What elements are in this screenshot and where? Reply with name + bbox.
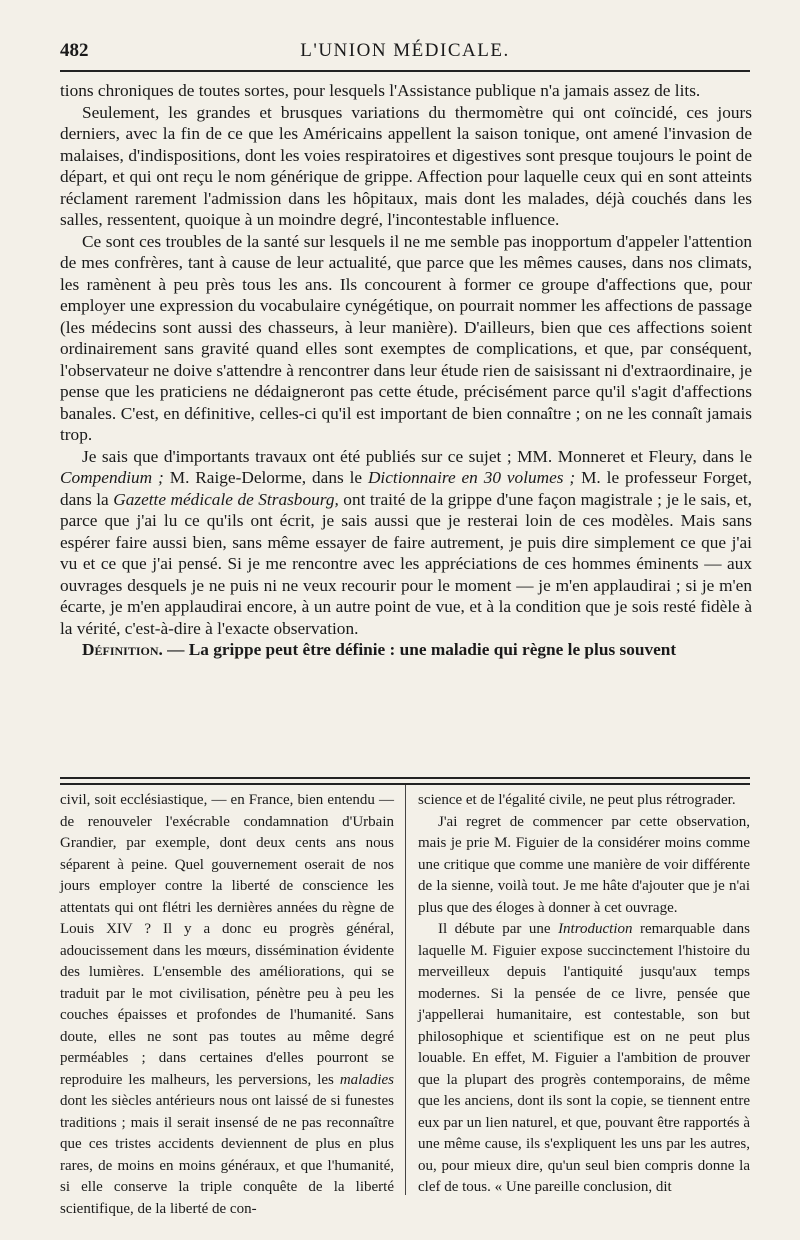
italic-title: Compendium ; (60, 468, 164, 487)
paragraph: J'ai regret de commencer par cette observation, mais je prie M. Figuier de la considérer moins comme une critique que comme une manière de voir différente de la sienne, voilà tout. Je me hâte d'ajouter que je n'ai plus que des éloges à donner à cet ouvrage. (418, 813, 750, 916)
paragraph (60, 446, 752, 640)
paragraph: Seulement, les grandes et brusques variations du thermomètre qui ont coïncidé, ces jours derniers, avec la fin de ce que les Américains appellent la saison tonique, ont amené l'invasion de malaises, d'indispositions, dont les voies respiratoires et digestives sont presque toujours le point de départ, et qui ont reçu le nom générique de grippe. Affection pour laquelle ceux qui en sont atteints réclament rarement l'admission dans les hôpitaux, mais dont les malades, déjà couchés dans les salles, ressentent, quoique à un moindre degré, l'incontestable influence. (60, 102, 752, 229)
italic-word: maladies (339, 1071, 394, 1088)
paragraph: Ce sont ces troubles de la santé sur lesquels il ne me semble pas inopportum d'appeler l'attention de mes confrères, tant à cause de leur actualité, que parce que les mêmes causes, dans nos climats, les ramènent à peu près tous les ans. Ils concourent à former ce groupe d'affections que, pour employer une expression du vocabulaire cynégétique, on pourrait nommer les affections de passage (les médecins sont aussi des chasseurs, à leur manière). D'ailleurs, bien que ces affections soient ordinairement sans gravité quand elles sont exemptes de complications, et que, par conséquent, l'observateur ne doive s'attendre à rencontrer dans leur étude rien de saisissant ni d'extraordinaire, je pense que les praticiens ne dédaigneront pas cette étude, précisément parce qu'il s'agit d'affections banales. C'est, en définitive, celles-ci qu'il est important de bien connaître ; on ne les connaît jamais trop. (60, 231, 752, 444)
feuilleton-right-column (418, 790, 750, 1199)
italic-title: Dictionnaire en 30 volumes ; (367, 468, 576, 487)
definition-label: Définition. (82, 640, 163, 659)
feuilleton-separator (60, 777, 750, 785)
definition-text: — La grippe peut être définie : une maladie qui règne le plus souvent (162, 640, 677, 659)
text-span: Il débute par une (438, 921, 559, 937)
text-span: M. Raige-Delorme, dans le (163, 468, 368, 487)
column-divider (405, 785, 406, 1195)
text-span: Je sais que d'importants travaux ont été publiés sur ce sujet ; MM. Monneret et Fleury, dans le (82, 446, 752, 466)
paragraph: science et de l'égalité civile, ne peut plus rétrograder. (418, 792, 736, 808)
running-title: L'UNION MÉDICALE. (300, 40, 510, 61)
definition-paragraph (60, 639, 752, 661)
page-number: 482 (60, 40, 89, 61)
text-span: civil, soit ecclésiastique, — en France, bien entendu — de renouveler l'exécrable condamnation d'Urbain Grandier, par exemple, dont deux cents ans nous séparent à peine. Quel gouvernement oserait de nos jours employer contre la liberté de conscience les attentats qui ont flétri les dernières années du règne de Louis XIV ? Il y a donc eu progrès général, adoucissement dans les mœurs, dissémination évidente des lumières. L'ensemble des améliorations, qui se traduit par le mot civilisation, pénètre peu à peu les couches épaisses et profondes de l'humanité. Sans doute, elles ne sont pas toutes au même degré perméables ; dans certaines d'elles pourront se reproduire les malheurs, les perversions, les (60, 792, 394, 1088)
paragraph (418, 919, 750, 1199)
header-rule (60, 70, 750, 72)
page-header (60, 40, 750, 66)
text-span: dont les siècles antérieurs nous ont laissé de si funestes traditions ; mais il serait insensé de ne pas reconnaître que ces tristes accidents deviennent de plus en plus rares, de moins en moins généraux, et que l'humanité, si elle conserve la triple conquête de la liberté scientifique, de la liberté de con- (60, 1093, 394, 1217)
main-article (60, 80, 752, 661)
italic-title: Gazette médicale de Strasbourg, (113, 489, 339, 509)
italic-word: Introduction (558, 921, 633, 937)
text-span: ont traité de la grippe d'une façon magistrale ; je le sais, et, parce que j'ai lu ce qu'ils ont écrit, je sais aussi que je resterai loin de ces modèles. Mais sans espérer faire aussi bien, sans même essayer de faire autrement, je puis dire simplement ce que j'ai vu et ce que j'ai pensé. Si je me rencontre avec les appréciations de ces hommes éminents — aux ouvrages desquels je ne puis ni ne veux recourir pour le moment — je m'en applaudirai ; si je m'en écarte, je m'en applaudirai encore, à un autre point de vue, et à la condition que je sois resté fidèle à la vérité, c'est-à-dire à l'exacte observation. (60, 489, 753, 638)
text-span: M. le professeur Forget, dans la (60, 468, 752, 509)
paragraph (60, 790, 394, 1220)
feuilleton-left-column (60, 790, 394, 1220)
text-span: remarquable dans laquelle M. Figuier expose succinctement l'histoire du merveilleux depuis l'antiquité jusqu'aux temps modernes. Si la pensée de ce livre, pensée que j'appellerai humanitaire, est contestable, son but philosophique et scientifique est on ne peut plus louable. En effet, M. Figuier a l'ambition de prouver que la plupart des progrès contemporains, de même que les anciens, dont ils sont la copie, se tiennent entre eux par un lien naturel, et que, pouvant être rapportés à une même cause, ils s'expliquent les uns par les autres, ou, pour mieux dire, qu'un seul bien compris donne la clef de tous. « Une pareille conclusion, dit (418, 921, 750, 1195)
paragraph: tions chroniques de toutes sortes, pour lesquels l'Assistance publique n'a jamais assez de lits. (60, 81, 701, 100)
